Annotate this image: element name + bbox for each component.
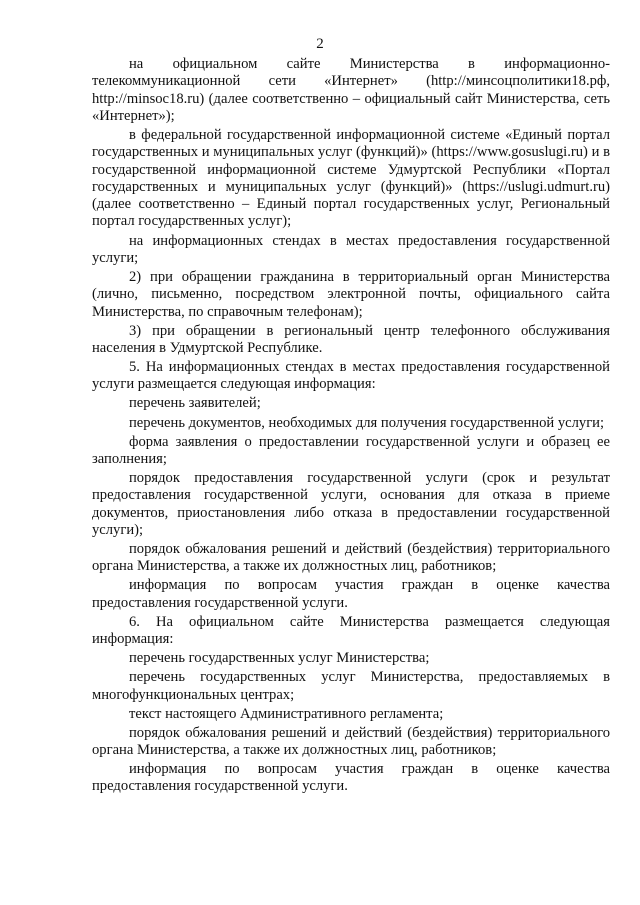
paragraph: 6. На официальном сайте Министерства размещается следующая информация: [92,613,610,648]
paragraph: перечень заявителей; [129,395,261,412]
paragraph: информация по вопросам участия граждан в оценке качества предоставления государственной услуги. [92,761,610,795]
paragraph: перечень документов, необходимых для получения государственной услуги; [129,414,605,431]
paragraph: перечень государственных услуг Министерства, предоставляемых в многофункциональных центрах; [92,669,610,703]
paragraph: текст настоящего Административного регламента; [129,705,444,722]
paragraph: на официальном сайте Министерства в информационно-телекоммуникационной сети «Интернет» (http://минсоцполитики18.рф, http://minsoc18.ru) (далее соответственно – официальный сайт Министерства, сеть «Интернет»); [92,56,610,124]
paragraph: 2) при обращении гражданина в территориальный орган Министерства (лично, письменно, посредством электронной почты, официального сайта Министерства, по справочным телефонам); [92,268,610,320]
paragraph: 5. На информационных стендах в местах предоставления государственной услуги размещается следующая информация: [92,359,610,393]
paragraph: в федеральной государственной информационной системе «Единый портал государственных и муниципальных услуг (функций)» (https://www.gosuslugi.ru) и в государственной информационной системе Удмуртской Республики «Портал государственных и муниципальных услуг (функций)» (https://uslugi.udmurt.ru) (далее соответственно – Единый портал государственных услуг, Региональный портал государственных услуг); [92,126,610,230]
page-number: 2 [316,36,324,52]
paragraph: форма заявления о предоставлении государственной услуги и образец ее заполнения; [92,433,610,467]
paragraph: информация по вопросам участия граждан в оценке качества предоставления государственной услуги. [92,577,610,611]
paragraph: порядок обжалования решений и действий (бездействия) территориального органа Министерства, а также их должностных лиц, работников; [92,724,610,759]
paragraph: порядок обжалования решений и действий (бездействия) территориального органа Министерства, а также их должностных лиц, работников; [92,540,610,575]
paragraph: на информационных стендах в местах предоставления государственной услуги; [92,232,610,266]
paragraph: порядок предоставления государственной услуги (срок и результат предоставления государственной услуги, основания для отказа в приеме документов, приостановления либо отказа в предоставлении государственной услуги); [92,470,610,538]
document-body [92,56,610,798]
paragraph: 3) при обращении в региональный центр телефонного обслуживания населения в Удмуртской Республике. [92,322,610,356]
paragraph: перечень государственных услуг Министерства; [129,650,430,667]
